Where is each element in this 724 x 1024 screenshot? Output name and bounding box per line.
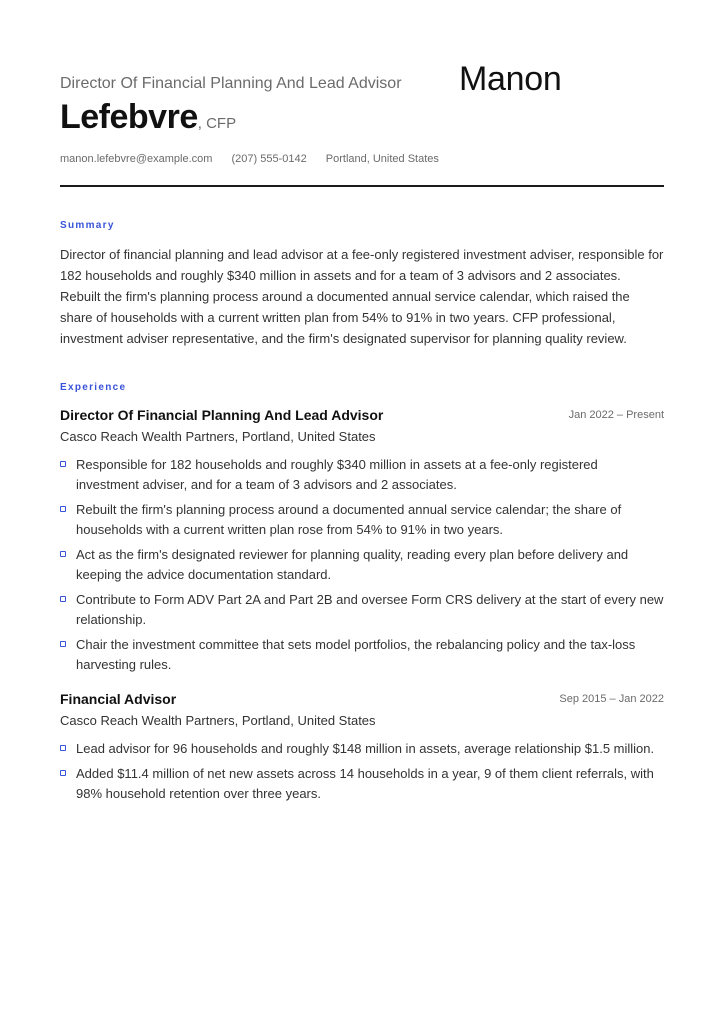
job-company: Casco Reach Wealth Partners, Portland, United States	[60, 429, 376, 444]
bullet-item	[60, 455, 664, 495]
bullet-item	[60, 500, 664, 540]
job-title: Financial Advisor	[60, 691, 177, 707]
job-company: Casco Reach Wealth Partners, Portland, United States	[60, 713, 376, 728]
bullet-item	[60, 545, 664, 585]
role-title: Director Of Financial Planning And Lead Advisor	[60, 75, 402, 92]
bullet-item	[60, 590, 664, 630]
bullet-text: Responsible for 182 households and roughly $340 million in assets at a fee-only registered investment adviser, and for a team of 3 advisors and 2 associates.	[76, 457, 598, 492]
experience-heading: Experience	[60, 382, 127, 393]
bullet-item	[60, 635, 664, 675]
job-head	[60, 407, 664, 427]
job-head	[60, 691, 664, 711]
contact-row	[60, 154, 664, 165]
resume-header	[60, 58, 664, 187]
job-dates: Jan 2022 – Present	[568, 409, 664, 421]
last-name: Lefebvre	[60, 98, 198, 136]
headline-row	[60, 58, 664, 100]
bullet-text: Contribute to Form ADV Part 2A and Part 2B and oversee Form CRS delivery at the start of every new relationship.	[76, 592, 664, 627]
job-dates: Sep 2015 – Jan 2022	[559, 693, 664, 705]
resume-page	[60, 58, 664, 809]
job-bullets	[60, 455, 664, 675]
bullet-square-icon	[60, 596, 66, 602]
bullet-item	[60, 739, 664, 759]
summary-heading: Summary	[60, 220, 115, 231]
bullet-item	[60, 764, 664, 804]
bullet-text: Lead advisor for 96 households and roughly $148 million in assets, average relationship $1.5 million.	[76, 741, 655, 756]
bullet-square-icon	[60, 461, 66, 467]
bullet-square-icon	[60, 770, 66, 776]
location-text: Portland, United States	[325, 153, 439, 165]
bullet-square-icon	[60, 551, 66, 557]
bullet-square-icon	[60, 745, 66, 751]
job-entry	[60, 407, 664, 675]
job-bullets	[60, 739, 664, 804]
first-name: Manon	[459, 60, 562, 98]
credential: , CFP	[197, 115, 237, 132]
bullet-text: Added $11.4 million of net new assets across 14 households in a year, 9 of them client referrals, with 98% household retention over three years.	[76, 766, 654, 801]
bullet-square-icon	[60, 641, 66, 647]
bullet-text: Rebuilt the firm's planning process around a documented annual service calendar; the share of households with a current written plan rose from 54% to 91% in two years.	[76, 502, 622, 537]
bullet-text: Act as the firm's designated reviewer for planning quality, reading every plan before delivery and keeping the advice documentation standard.	[76, 547, 629, 582]
job-entry	[60, 691, 664, 804]
name-row	[60, 100, 664, 140]
job-title: Director Of Financial Planning And Lead Advisor	[60, 407, 384, 423]
phone-text: (207) 555-0142	[231, 153, 307, 165]
summary-text: Director of financial planning and lead advisor at a fee-only registered investment adviser, responsible for 182 households and roughly $340 million in assets and for a team of 3 advisors and 2 associates. Rebuilt the firm's planning process around a documented annual service calendar, which raised the share of households with a current written plan from 54% to 91% in two years. CFP professional, investment adviser representative, and the firm's designated supervisor for planning quality review.	[60, 247, 664, 346]
bullet-text: Chair the investment committee that sets model portfolios, the rebalancing policy and the tax-loss harvesting rules.	[76, 637, 636, 672]
bullet-square-icon	[60, 506, 66, 512]
email-text: manon.lefebvre@example.com	[60, 153, 213, 165]
header-divider	[60, 185, 664, 187]
